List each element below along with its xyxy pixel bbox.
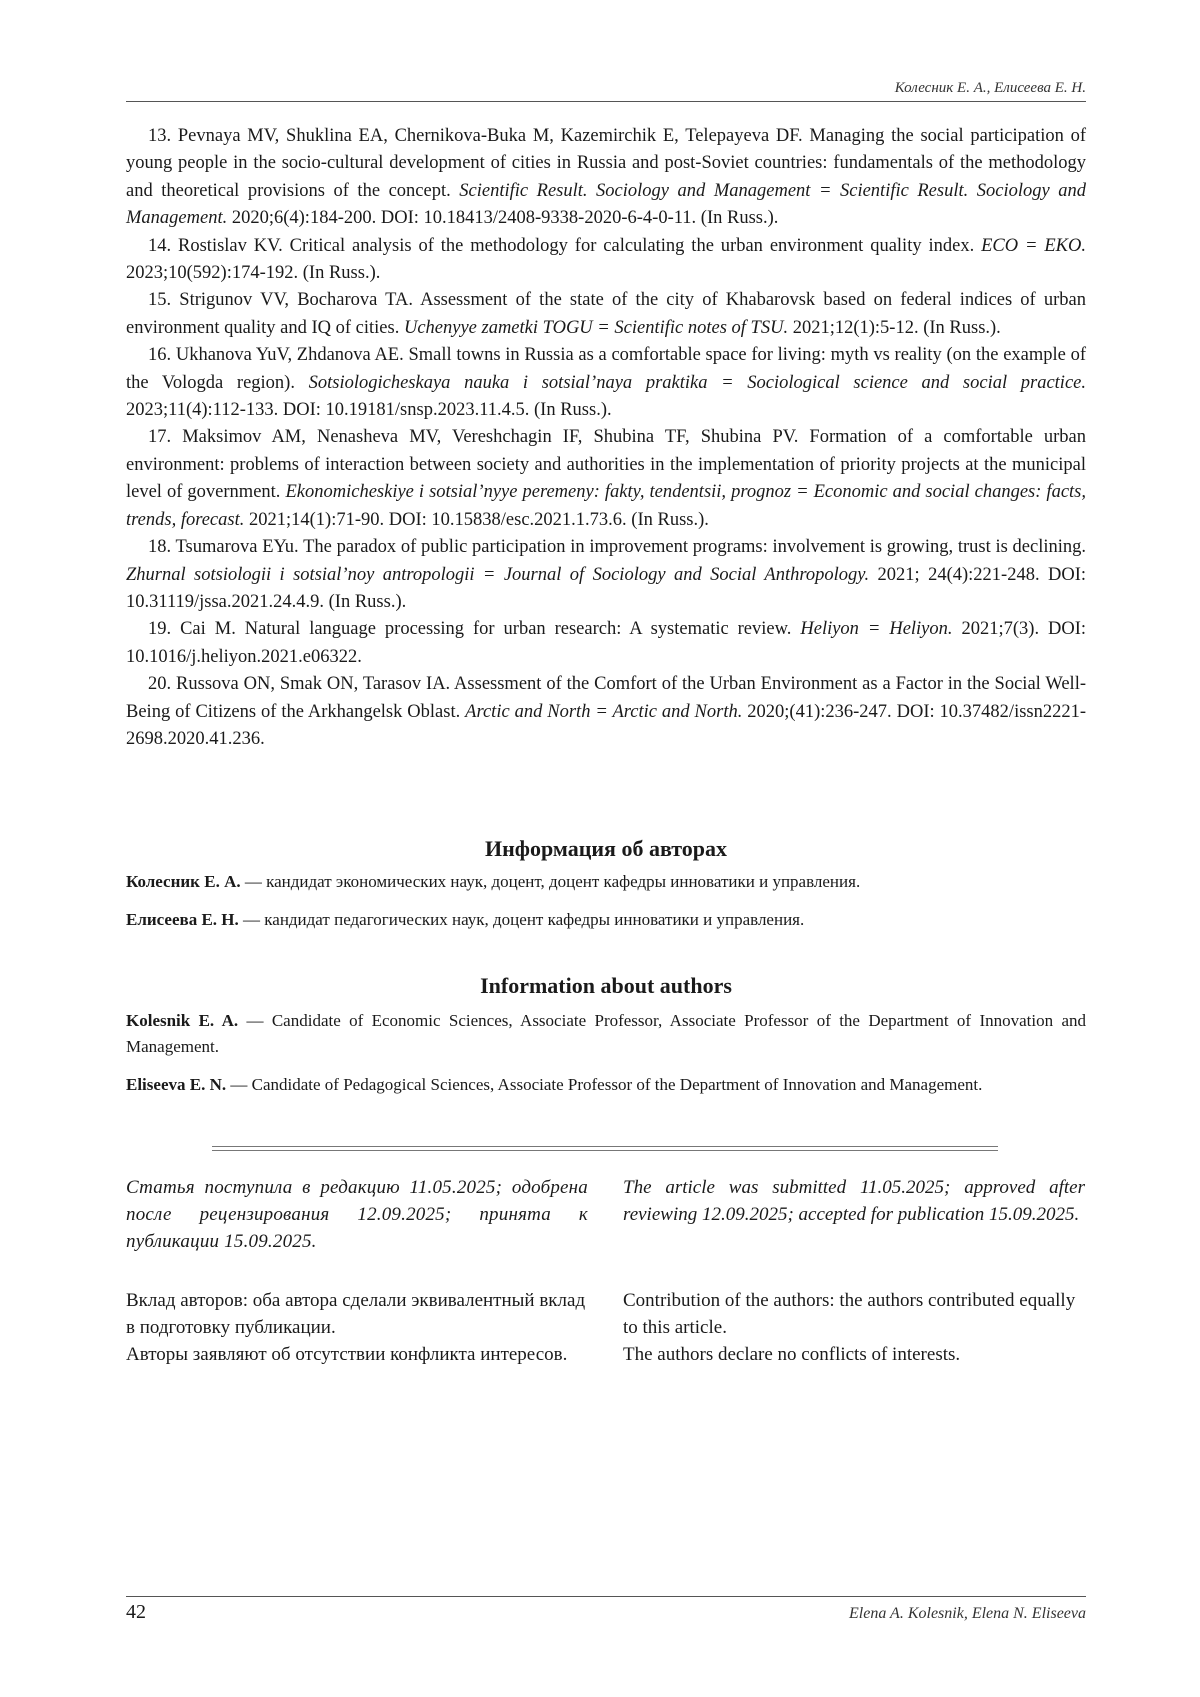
reference-list [126, 123, 1086, 753]
reference-number: 17. [148, 427, 172, 448]
reference-number: 20. [148, 674, 172, 695]
article-dates-en: The article was submitted 11.05.2025; approved after reviewing 12.09.2025; accepted for publication 15.09.2025. [623, 1177, 1085, 1225]
reference-tail: 2020;(41):236-247. DOI: 10.37482/issn2221-2698.2020.41.236. [126, 701, 1087, 749]
author-ru-entry [126, 869, 1086, 895]
author-description: — кандидат экономических наук, доцент, доцент кафедры инноватики и управления. [244, 872, 861, 891]
reference-item [126, 616, 1086, 671]
author-name: Kolesnik E. A. [126, 1011, 239, 1030]
article-dates-ru: Статья поступила в редакцию 11.05.2025; одобрена после рецензирования 12.09.2025; принята к публикации 15.09.2025. [126, 1177, 588, 1252]
reference-journal: Scientific Result. Sociology and Management = Scientific Result. Sociology and Management. [126, 180, 1087, 229]
reference-tail: 2023;10(592):174-192. (In Russ.). [126, 263, 381, 284]
section-divider [212, 1146, 998, 1151]
conflicts-text-ru: Авторы заявляют об отсутствии конфликта интересов. [126, 1344, 568, 1365]
running-head: Колесник Е. А., Елисеева Е. Н. [894, 80, 1086, 96]
header-rule [126, 101, 1086, 102]
contribution-text-ru: Вклад авторов: оба автора сделали эквивалентный вклад в подготовку публикации. [126, 1290, 586, 1338]
reference-tail: 2021;12(1):5-12. (In Russ.). [792, 317, 1001, 338]
reference-item [126, 287, 1086, 342]
reference-text: Cai M. Natural language processing for urban research: A systematic review. [180, 619, 792, 640]
reference-journal: Uchenyye zametki TOGU = Scientific notes of TSU. [403, 317, 789, 338]
reference-number: 13. [148, 126, 172, 146]
reference-journal: Sotsiologicheskaya nauka i sotsial’naya praktika = Sociological science and social practice. [308, 372, 1086, 393]
reference-text: Maksimov AM, Nenasheva MV, Vereshchagin IF, Shubina TF, Shubina PV. Formation of a comfortable urban environment: problems of interaction between society and authorities in the implementation of priority projects at the municipal level of government. [126, 427, 1087, 503]
reference-text: Ukhanova YuV, Zhdanova AE. Small towns in Russia as a comfortable space for living: myth vs reality (on the example of the Vologda region). [126, 345, 1086, 393]
author-name: Елисеева Е. Н. [126, 910, 239, 929]
footer-authors: Elena A. Kolesnik, Elena N. Eliseeva [849, 1605, 1086, 1622]
reference-journal: Arctic and North = Arctic and North. [465, 701, 743, 722]
reference-number: 19. [148, 619, 172, 640]
reference-number: 15. [148, 290, 172, 311]
reference-text: Russova ON, Smak ON, Tarasov IA. Assessment of the Comfort of the Urban Environment as a Factor in the Social Well-Being of Citizens of the Arkhangelsk Oblast. [126, 674, 1086, 722]
page-number: 42 [126, 1601, 146, 1623]
reference-item [126, 123, 1086, 233]
contribution-ru [126, 1287, 588, 1368]
reference-journal: Ekonomicheskiye i sotsial’nyye peremeny: fakty, tendentsii, prognoz = Economic and social changes: facts, trends, forecast. [126, 482, 1087, 530]
author-en-entry [126, 1008, 1086, 1060]
reference-tail: 2021; 24(4):221-248. DOI: 10.31119/jssa.2021.24.4.9. (In Russ.). [126, 564, 1086, 612]
reference-tail: 2021;7(3). DOI: 10.1016/j.heliyon.2021.e06322. [126, 619, 1087, 667]
reference-number: 16. [148, 345, 172, 366]
reference-text: Rostislav KV. Critical analysis of the methodology for calculating the urban environment quality index. [178, 235, 975, 256]
contribution-en [623, 1287, 1085, 1368]
reference-text: Strigunov VV, Bocharova TA. Assessment of the state of the city of Khabarovsk based on federal indices of urban environment quality and IQ of cities. [126, 290, 1086, 338]
reference-item [126, 342, 1086, 424]
authors-ru-title: Информация об авторах [484, 836, 728, 861]
author-description: — кандидат педагогических наук, доцент кафедры инноватики и управления. [243, 910, 805, 929]
reference-journal: Heliyon = Heliyon. [800, 619, 953, 640]
reference-tail: 2021;14(1):71-90. DOI: 10.15838/esc.2021.1.73.6. (In Russ.). [248, 509, 709, 530]
footer-rule [126, 1596, 1086, 1597]
reference-item [126, 424, 1086, 534]
author-name: Eliseeva E. N. [126, 1075, 227, 1094]
reference-item [126, 233, 1086, 288]
reference-tail: 2023;11(4):112-133. DOI: 10.19181/snsp.2023.11.4.5. (In Russ.). [126, 400, 612, 421]
article-info-ru [126, 1174, 588, 1255]
author-name: Колесник Е. А. [126, 872, 241, 891]
article-info-en [623, 1174, 1085, 1228]
conflicts-text-en: The authors declare no conflicts of interests. [623, 1344, 961, 1365]
author-description: — Candidate of Pedagogical Sciences, Associate Professor of the Department of Innovation and Management. [230, 1075, 983, 1094]
reference-text: Tsumarova EYu. The paradox of public participation in improvement programs: involvement is growing, trust is declining. [175, 537, 1086, 558]
reference-number: 18. [148, 537, 172, 558]
reference-number: 14. [148, 235, 172, 256]
author-en-entry [126, 1072, 1086, 1098]
reference-item [126, 671, 1086, 753]
author-description: — Candidate of Economic Sciences, Associate Professor, Associate Professor of the Department of Innovation and Management. [126, 1011, 1086, 1056]
reference-journal: Zhurnal sotsiologii i sotsial’noy antropologii = Journal of Sociology and Social Anthropology. [126, 564, 870, 585]
reference-text: Pevnaya MV, Shuklina EA, Chernikova-Buka M, Kazemirchik E, Telepayeva DF. Managing the social participation of young people in the socio-cultural development of cities in Russia and post-Soviet countries: fundamentals of the methodology and theoretical provisions of the concept. [126, 126, 1086, 201]
author-ru-entry [126, 907, 1086, 933]
reference-journal: ECO = EKO. [981, 235, 1086, 256]
reference-tail: 2020;6(4):184-200. DOI: 10.18413/2408-9338-2020-6-4-0-11. (In Russ.). [231, 208, 779, 229]
authors-en-title: Information about authors [480, 973, 732, 998]
reference-item [126, 534, 1086, 616]
contribution-text-en: Contribution of the authors: the authors contributed equally to this article. [623, 1290, 1076, 1338]
